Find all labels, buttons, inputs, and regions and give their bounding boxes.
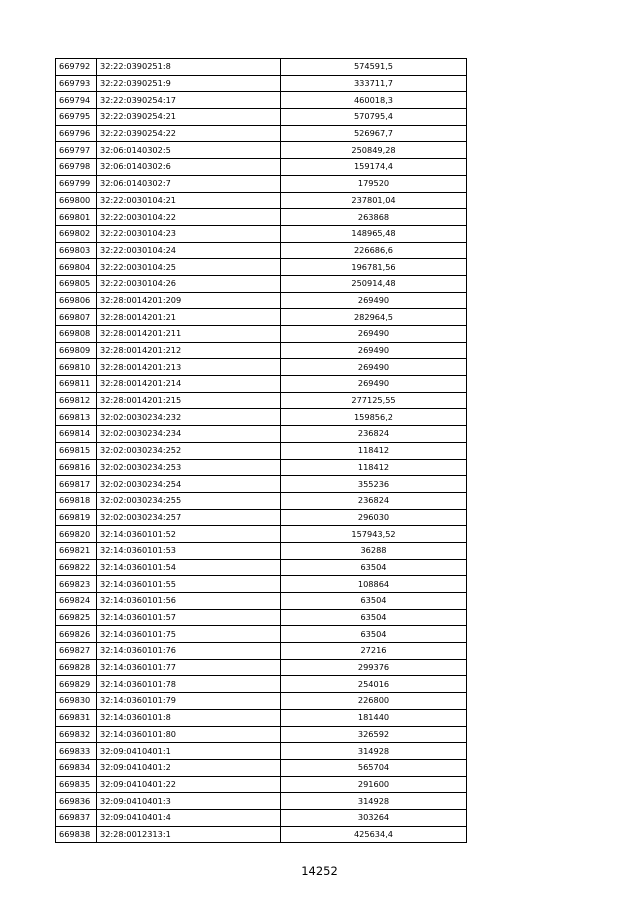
cadastral-number-cell: 32:02:0030234:254 — [97, 476, 281, 493]
cadastral-number-cell: 32:14:0360101:53 — [97, 542, 281, 559]
cadastral-number-cell: 32:22:0030104:24 — [97, 242, 281, 259]
value-cell: 291600 — [281, 776, 467, 793]
value-cell: 250914,48 — [281, 275, 467, 292]
table-row — [56, 476, 467, 493]
value-cell: 118412 — [281, 442, 467, 459]
value-cell: 63504 — [281, 593, 467, 610]
row-id-cell: 669838 — [56, 826, 97, 843]
table-row — [56, 593, 467, 610]
table-row — [56, 309, 467, 326]
row-id-cell: 669796 — [56, 125, 97, 142]
cadastral-number-cell: 32:28:0014201:21 — [97, 309, 281, 326]
row-id-cell: 669803 — [56, 242, 97, 259]
value-cell: 236824 — [281, 426, 467, 443]
cadastral-number-cell: 32:14:0360101:75 — [97, 626, 281, 643]
value-cell: 226800 — [281, 693, 467, 710]
cadastral-number-cell: 32:06:0140302:6 — [97, 159, 281, 176]
value-cell: 355236 — [281, 476, 467, 493]
value-cell: 159856,2 — [281, 409, 467, 426]
table-row — [56, 75, 467, 92]
row-id-cell: 669809 — [56, 342, 97, 359]
cadastral-number-cell: 32:14:0360101:55 — [97, 576, 281, 593]
value-cell: 181440 — [281, 709, 467, 726]
table-row — [56, 359, 467, 376]
value-cell: 159174,4 — [281, 159, 467, 176]
value-cell: 250849,28 — [281, 142, 467, 159]
row-id-cell: 669816 — [56, 459, 97, 476]
value-cell: 157943,52 — [281, 526, 467, 543]
table-row — [56, 342, 467, 359]
page-number: 14252 — [301, 864, 338, 878]
row-id-cell: 669814 — [56, 426, 97, 443]
table-row — [56, 442, 467, 459]
value-cell: 269490 — [281, 326, 467, 343]
row-id-cell: 669807 — [56, 309, 97, 326]
row-id-cell: 669799 — [56, 175, 97, 192]
row-id-cell: 669836 — [56, 793, 97, 810]
value-cell: 314928 — [281, 743, 467, 760]
row-id-cell: 669822 — [56, 559, 97, 576]
cadastral-number-cell: 32:09:0410401:1 — [97, 743, 281, 760]
row-id-cell: 669793 — [56, 75, 97, 92]
table-body — [56, 59, 467, 843]
table-row — [56, 726, 467, 743]
row-id-cell: 669797 — [56, 142, 97, 159]
table-row — [56, 626, 467, 643]
row-id-cell: 669812 — [56, 392, 97, 409]
row-id-cell: 669833 — [56, 743, 97, 760]
row-id-cell: 669805 — [56, 275, 97, 292]
table-row — [56, 109, 467, 126]
row-id-cell: 669792 — [56, 59, 97, 76]
row-id-cell: 669831 — [56, 709, 97, 726]
cadastral-number-cell: 32:22:0030104:26 — [97, 275, 281, 292]
table-row — [56, 676, 467, 693]
cadastral-number-cell: 32:02:0030234:257 — [97, 509, 281, 526]
value-cell: 179520 — [281, 175, 467, 192]
row-id-cell: 669818 — [56, 492, 97, 509]
table-row — [56, 175, 467, 192]
row-id-cell: 669800 — [56, 192, 97, 209]
cadastral-number-cell: 32:28:0014201:214 — [97, 376, 281, 393]
cadastral-number-cell: 32:14:0360101:8 — [97, 709, 281, 726]
row-id-cell: 669808 — [56, 326, 97, 343]
value-cell: 269490 — [281, 342, 467, 359]
row-id-cell: 669804 — [56, 259, 97, 276]
cadastral-number-cell: 32:28:0014201:213 — [97, 359, 281, 376]
row-id-cell: 669830 — [56, 693, 97, 710]
table-row — [56, 326, 467, 343]
cadastral-number-cell: 32:14:0360101:79 — [97, 693, 281, 710]
table-row — [56, 376, 467, 393]
table-row — [56, 159, 467, 176]
cadastral-number-cell: 32:09:0410401:4 — [97, 809, 281, 826]
cadastral-number-cell: 32:02:0030234:252 — [97, 442, 281, 459]
cadastral-number-cell: 32:02:0030234:255 — [97, 492, 281, 509]
row-id-cell: 669835 — [56, 776, 97, 793]
cadastral-number-cell: 32:22:0390251:8 — [97, 59, 281, 76]
row-id-cell: 669798 — [56, 159, 97, 176]
value-cell: 269490 — [281, 376, 467, 393]
value-cell: 574591,5 — [281, 59, 467, 76]
row-id-cell: 669810 — [56, 359, 97, 376]
value-cell: 565704 — [281, 759, 467, 776]
cadastral-number-cell: 32:02:0030234:253 — [97, 459, 281, 476]
value-cell: 570795,4 — [281, 109, 467, 126]
value-cell: 314928 — [281, 793, 467, 810]
cadastral-number-cell: 32:14:0360101:78 — [97, 676, 281, 693]
table-row — [56, 576, 467, 593]
cadastral-number-cell: 32:02:0030234:232 — [97, 409, 281, 426]
cadastral-number-cell: 32:14:0360101:77 — [97, 659, 281, 676]
table-row — [56, 225, 467, 242]
table-row — [56, 693, 467, 710]
value-cell: 63504 — [281, 626, 467, 643]
table-row — [56, 142, 467, 159]
cadastral-number-cell: 32:06:0140302:5 — [97, 142, 281, 159]
value-cell: 425634,4 — [281, 826, 467, 843]
value-cell: 282964,5 — [281, 309, 467, 326]
cadastral-number-cell: 32:22:0030104:25 — [97, 259, 281, 276]
table-row — [56, 809, 467, 826]
value-cell: 333711,7 — [281, 75, 467, 92]
table-row — [56, 609, 467, 626]
table-row — [56, 59, 467, 76]
value-cell: 299376 — [281, 659, 467, 676]
value-cell: 526967,7 — [281, 125, 467, 142]
value-cell: 254016 — [281, 676, 467, 693]
cadastral-number-cell: 32:22:0030104:22 — [97, 209, 281, 226]
row-id-cell: 669826 — [56, 626, 97, 643]
row-id-cell: 669832 — [56, 726, 97, 743]
row-id-cell: 669820 — [56, 526, 97, 543]
value-cell: 118412 — [281, 459, 467, 476]
value-cell: 326592 — [281, 726, 467, 743]
table-row — [56, 559, 467, 576]
table-row — [56, 209, 467, 226]
cadastral-number-cell: 32:14:0360101:52 — [97, 526, 281, 543]
cadastral-number-cell: 32:22:0390254:21 — [97, 109, 281, 126]
row-id-cell: 669811 — [56, 376, 97, 393]
row-id-cell: 669829 — [56, 676, 97, 693]
cadastral-number-cell: 32:22:0390254:22 — [97, 125, 281, 142]
table-row — [56, 242, 467, 259]
cadastral-number-cell: 32:22:0030104:21 — [97, 192, 281, 209]
cadastral-number-cell: 32:09:0410401:2 — [97, 759, 281, 776]
table-row — [56, 526, 467, 543]
table-row — [56, 743, 467, 760]
value-cell: 237801,04 — [281, 192, 467, 209]
table-row — [56, 492, 467, 509]
row-id-cell: 669824 — [56, 593, 97, 610]
value-cell: 148965,48 — [281, 225, 467, 242]
cadastral-number-cell: 32:14:0360101:76 — [97, 643, 281, 660]
table-row — [56, 409, 467, 426]
row-id-cell: 669827 — [56, 643, 97, 660]
row-id-cell: 669834 — [56, 759, 97, 776]
table-row — [56, 125, 467, 142]
row-id-cell: 669801 — [56, 209, 97, 226]
cadastral-number-cell: 32:14:0360101:80 — [97, 726, 281, 743]
value-cell: 269490 — [281, 359, 467, 376]
cadastral-number-cell: 32:14:0360101:56 — [97, 593, 281, 610]
cadastral-number-cell: 32:09:0410401:3 — [97, 793, 281, 810]
table-row — [56, 275, 467, 292]
cadastral-number-cell: 32:22:0030104:23 — [97, 225, 281, 242]
value-cell: 36288 — [281, 542, 467, 559]
row-id-cell: 669828 — [56, 659, 97, 676]
cadastral-number-cell: 32:22:0390254:17 — [97, 92, 281, 109]
value-cell: 236824 — [281, 492, 467, 509]
table-row — [56, 643, 467, 660]
row-id-cell: 669813 — [56, 409, 97, 426]
table-row — [56, 542, 467, 559]
table-row — [56, 192, 467, 209]
table-row — [56, 659, 467, 676]
value-cell: 303264 — [281, 809, 467, 826]
value-cell: 108864 — [281, 576, 467, 593]
table-row — [56, 709, 467, 726]
table-row — [56, 793, 467, 810]
value-cell: 296030 — [281, 509, 467, 526]
row-id-cell: 669815 — [56, 442, 97, 459]
row-id-cell: 669819 — [56, 509, 97, 526]
cadastral-number-cell: 32:28:0014201:209 — [97, 292, 281, 309]
value-cell: 226686,6 — [281, 242, 467, 259]
cadastral-number-cell: 32:06:0140302:7 — [97, 175, 281, 192]
table-row — [56, 292, 467, 309]
table-row — [56, 776, 467, 793]
table-row — [56, 826, 467, 843]
table-row — [56, 426, 467, 443]
table-row — [56, 259, 467, 276]
row-id-cell: 669806 — [56, 292, 97, 309]
cadastral-number-cell: 32:28:0014201:215 — [97, 392, 281, 409]
value-cell: 196781,56 — [281, 259, 467, 276]
value-cell: 460018,3 — [281, 92, 467, 109]
row-id-cell: 669794 — [56, 92, 97, 109]
value-cell: 63504 — [281, 609, 467, 626]
cadastral-number-cell: 32:02:0030234:234 — [97, 426, 281, 443]
row-id-cell: 669837 — [56, 809, 97, 826]
value-cell: 269490 — [281, 292, 467, 309]
cadastral-number-cell: 32:28:0014201:212 — [97, 342, 281, 359]
table-row — [56, 92, 467, 109]
table-row — [56, 392, 467, 409]
table-row — [56, 509, 467, 526]
row-id-cell: 669817 — [56, 476, 97, 493]
table-row — [56, 459, 467, 476]
cadastral-value-table — [55, 58, 467, 843]
row-id-cell: 669823 — [56, 576, 97, 593]
value-cell: 27216 — [281, 643, 467, 660]
row-id-cell: 669802 — [56, 225, 97, 242]
value-cell: 277125,55 — [281, 392, 467, 409]
cadastral-number-cell: 32:22:0390251:9 — [97, 75, 281, 92]
value-cell: 63504 — [281, 559, 467, 576]
table-row — [56, 759, 467, 776]
cadastral-number-cell: 32:14:0360101:54 — [97, 559, 281, 576]
cadastral-number-cell: 32:09:0410401:22 — [97, 776, 281, 793]
cadastral-number-cell: 32:28:0014201:211 — [97, 326, 281, 343]
cadastral-number-cell: 32:14:0360101:57 — [97, 609, 281, 626]
row-id-cell: 669795 — [56, 109, 97, 126]
cadastral-number-cell: 32:28:0012313:1 — [97, 826, 281, 843]
value-cell: 263868 — [281, 209, 467, 226]
row-id-cell: 669821 — [56, 542, 97, 559]
row-id-cell: 669825 — [56, 609, 97, 626]
